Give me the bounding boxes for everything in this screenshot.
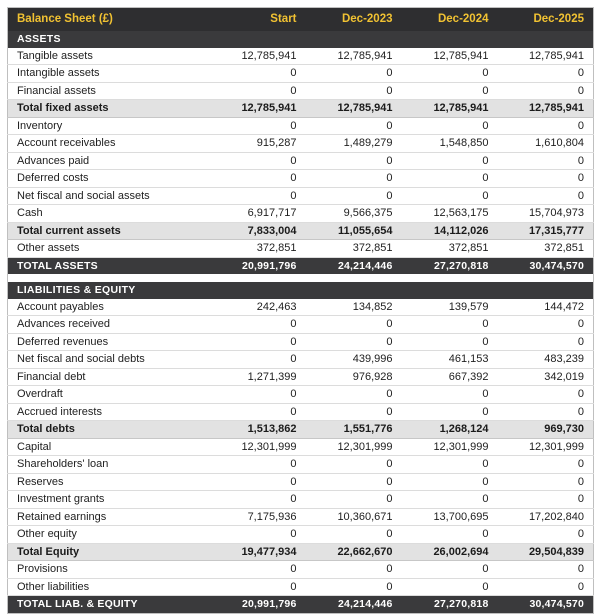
- cell-value: 969,730: [498, 421, 594, 439]
- table-row: [8, 135, 594, 153]
- cell-value: 0: [306, 65, 402, 83]
- cell-value: 139,579: [402, 299, 498, 316]
- cell-value: 0: [498, 386, 594, 404]
- row-label: Total current assets: [8, 222, 210, 240]
- row-label: Net fiscal and social debts: [8, 351, 210, 369]
- table-row: [8, 316, 594, 334]
- cell-value: 0: [210, 117, 306, 135]
- table-row: [8, 403, 594, 421]
- table-row: [8, 473, 594, 491]
- table-row: [8, 578, 594, 596]
- cell-value: 12,301,999: [306, 438, 402, 456]
- row-label: Inventory: [8, 117, 210, 135]
- cell-value: 0: [402, 403, 498, 421]
- row-label: Advances received: [8, 316, 210, 334]
- cell-value: 0: [210, 170, 306, 188]
- table-row: [8, 299, 594, 316]
- cell-value: 12,301,999: [498, 438, 594, 456]
- cell-value: 0: [402, 117, 498, 135]
- row-label: Total fixed assets: [8, 100, 210, 118]
- cell-value: 0: [498, 187, 594, 205]
- cell-value: 0: [306, 316, 402, 334]
- cell-value: 0: [306, 117, 402, 135]
- cell-value: 342,019: [498, 368, 594, 386]
- cell-value: 0: [402, 333, 498, 351]
- cell-value: 0: [210, 82, 306, 100]
- cell-value: 30,474,570: [498, 257, 594, 274]
- table-row: [8, 48, 594, 65]
- table-row: [8, 82, 594, 100]
- row-label: Account payables: [8, 299, 210, 316]
- cell-value: 0: [498, 473, 594, 491]
- cell-value: 19,477,934: [210, 543, 306, 561]
- cell-value: 242,463: [210, 299, 306, 316]
- cell-value: 0: [306, 491, 402, 509]
- row-label: TOTAL ASSETS: [8, 257, 210, 274]
- row-label: Reserves: [8, 473, 210, 491]
- cell-value: 976,928: [306, 368, 402, 386]
- cell-value: 0: [498, 170, 594, 188]
- cell-value: 1,268,124: [402, 421, 498, 439]
- table-body: [8, 31, 594, 613]
- cell-value: 0: [210, 351, 306, 369]
- cell-value: 0: [306, 473, 402, 491]
- cell-value: 15,704,973: [498, 205, 594, 223]
- cell-value: 0: [498, 403, 594, 421]
- row-label: Financial assets: [8, 82, 210, 100]
- cell-value: 12,785,941: [498, 48, 594, 65]
- cell-value: 24,214,446: [306, 257, 402, 274]
- cell-value: 372,851: [498, 240, 594, 258]
- cell-value: 12,785,941: [210, 48, 306, 65]
- row-label: Retained earnings: [8, 508, 210, 526]
- row-label: Accrued interests: [8, 403, 210, 421]
- column-header-dec-2023: Dec-2023: [341, 13, 393, 25]
- cell-value: 0: [210, 333, 306, 351]
- row-label: Other assets: [8, 240, 210, 258]
- cell-value: 0: [402, 561, 498, 579]
- cell-value: 483,239: [498, 351, 594, 369]
- cell-value: 0: [306, 456, 402, 474]
- subtotal-row: [8, 100, 594, 118]
- cell-value: 372,851: [306, 240, 402, 258]
- table-row: [8, 117, 594, 135]
- table-row: [8, 561, 594, 579]
- cell-value: 461,153: [402, 351, 498, 369]
- cell-value: 0: [210, 187, 306, 205]
- row-label: TOTAL LIAB. & EQUITY: [8, 596, 210, 614]
- cell-value: 12,301,999: [402, 438, 498, 456]
- cell-value: 0: [210, 473, 306, 491]
- cell-value: 1,551,776: [306, 421, 402, 439]
- cell-value: 0: [306, 82, 402, 100]
- table-row: [8, 351, 594, 369]
- spacer-cell: [8, 274, 594, 282]
- cell-value: 22,662,670: [306, 543, 402, 561]
- table-row: [8, 333, 594, 351]
- cell-value: 0: [306, 187, 402, 205]
- cell-value: 0: [210, 386, 306, 404]
- cell-value: 134,852: [306, 299, 402, 316]
- cell-value: 0: [306, 561, 402, 579]
- table-row: [8, 508, 594, 526]
- row-label: Total Equity: [8, 543, 210, 561]
- table-row: [8, 240, 594, 258]
- table-row: [8, 170, 594, 188]
- cell-value: 372,851: [402, 240, 498, 258]
- cell-value: 0: [306, 578, 402, 596]
- cell-value: 372,851: [210, 240, 306, 258]
- cell-value: 0: [402, 386, 498, 404]
- cell-value: 20,991,796: [210, 596, 306, 614]
- table-row: [8, 65, 594, 83]
- cell-value: 0: [306, 333, 402, 351]
- cell-value: 14,112,026: [402, 222, 498, 240]
- cell-value: 0: [306, 403, 402, 421]
- cell-value: 7,175,936: [210, 508, 306, 526]
- cell-value: 0: [402, 473, 498, 491]
- cell-value: 0: [210, 65, 306, 83]
- cell-value: 12,785,941: [402, 48, 498, 65]
- cell-value: 6,917,717: [210, 205, 306, 223]
- balance-sheet-table: [7, 7, 594, 614]
- cell-value: 0: [402, 152, 498, 170]
- section-header-row: [8, 282, 594, 299]
- cell-value: 0: [402, 526, 498, 544]
- cell-value: 0: [498, 117, 594, 135]
- cell-value: 0: [306, 170, 402, 188]
- cell-value: 0: [210, 316, 306, 334]
- cell-value: 0: [402, 65, 498, 83]
- cell-value: 0: [210, 561, 306, 579]
- cell-value: 144,472: [498, 299, 594, 316]
- table-row: [8, 456, 594, 474]
- table-row: [8, 526, 594, 544]
- column-header-dec-2025: Dec-2025: [533, 13, 584, 25]
- cell-value: 9,566,375: [306, 205, 402, 223]
- cell-value: 667,392: [402, 368, 498, 386]
- cell-value: 0: [498, 526, 594, 544]
- table-row: [8, 491, 594, 509]
- cell-value: 0: [498, 82, 594, 100]
- cell-value: 0: [210, 578, 306, 596]
- cell-value: 12,301,999: [210, 438, 306, 456]
- cell-value: 0: [498, 491, 594, 509]
- row-label: Capital: [8, 438, 210, 456]
- cell-value: 0: [306, 386, 402, 404]
- table-title: Balance Sheet (£): [17, 13, 113, 25]
- header-row: [8, 8, 594, 32]
- cell-value: 11,055,654: [306, 222, 402, 240]
- cell-value: 27,270,818: [402, 596, 498, 614]
- cell-value: 0: [498, 316, 594, 334]
- cell-value: 1,489,279: [306, 135, 402, 153]
- cell-value: 0: [498, 561, 594, 579]
- cell-value: 12,785,941: [210, 100, 306, 118]
- cell-value: 0: [306, 152, 402, 170]
- cell-value: 20,991,796: [210, 257, 306, 274]
- cell-value: 0: [498, 333, 594, 351]
- cell-value: 439,996: [306, 351, 402, 369]
- row-label: Net fiscal and social assets: [8, 187, 210, 205]
- cell-value: 0: [210, 152, 306, 170]
- row-label: Tangible assets: [8, 48, 210, 65]
- section-header-label: LIABILITIES & EQUITY: [8, 282, 594, 299]
- cell-value: 0: [498, 152, 594, 170]
- cell-value: 0: [306, 526, 402, 544]
- cell-value: 1,610,804: [498, 135, 594, 153]
- cell-value: 12,785,941: [402, 100, 498, 118]
- cell-value: 30,474,570: [498, 596, 594, 614]
- cell-value: 0: [402, 316, 498, 334]
- row-label: Provisions: [8, 561, 210, 579]
- row-label: Deferred revenues: [8, 333, 210, 351]
- row-label: Shareholders' loan: [8, 456, 210, 474]
- column-header-start: Start: [270, 13, 297, 25]
- cell-value: 0: [402, 82, 498, 100]
- cell-value: 27,270,818: [402, 257, 498, 274]
- row-label: Cash: [8, 205, 210, 223]
- subtotal-row: [8, 543, 594, 561]
- cell-value: 0: [402, 491, 498, 509]
- cell-value: 29,504,839: [498, 543, 594, 561]
- table-row: [8, 187, 594, 205]
- grand-total-row: [8, 257, 594, 274]
- table-row: [8, 205, 594, 223]
- cell-value: 915,287: [210, 135, 306, 153]
- cell-value: 0: [498, 456, 594, 474]
- cell-value: 0: [498, 578, 594, 596]
- grand-total-row: [8, 596, 594, 614]
- cell-value: 17,315,777: [498, 222, 594, 240]
- table-row: [8, 386, 594, 404]
- subtotal-row: [8, 421, 594, 439]
- cell-value: 0: [402, 578, 498, 596]
- cell-value: 0: [210, 456, 306, 474]
- cell-value: 12,785,941: [498, 100, 594, 118]
- cell-value: 1,271,399: [210, 368, 306, 386]
- cell-value: 12,785,941: [306, 48, 402, 65]
- row-label: Other equity: [8, 526, 210, 544]
- cell-value: 0: [402, 456, 498, 474]
- cell-value: 7,833,004: [210, 222, 306, 240]
- cell-value: 0: [498, 65, 594, 83]
- column-header-dec-2024: Dec-2024: [437, 13, 489, 25]
- row-label: Account receivables: [8, 135, 210, 153]
- row-label: Total debts: [8, 421, 210, 439]
- cell-value: 0: [210, 526, 306, 544]
- cell-value: 13,700,695: [402, 508, 498, 526]
- cell-value: 10,360,671: [306, 508, 402, 526]
- cell-value: 0: [210, 491, 306, 509]
- row-label: Financial debt: [8, 368, 210, 386]
- table-row: [8, 438, 594, 456]
- cell-value: 12,563,175: [402, 205, 498, 223]
- table-row: [8, 152, 594, 170]
- cell-value: 1,513,862: [210, 421, 306, 439]
- cell-value: 0: [402, 170, 498, 188]
- row-label: Advances paid: [8, 152, 210, 170]
- cell-value: 0: [210, 403, 306, 421]
- cell-value: 1,548,850: [402, 135, 498, 153]
- row-label: Investment grants: [8, 491, 210, 509]
- section-header-label: ASSETS: [8, 31, 594, 48]
- cell-value: 17,202,840: [498, 508, 594, 526]
- section-header-row: [8, 31, 594, 48]
- cell-value: 12,785,941: [306, 100, 402, 118]
- row-label: Other liabilities: [8, 578, 210, 596]
- cell-value: 24,214,446: [306, 596, 402, 614]
- spacer-row: [8, 274, 594, 282]
- cell-value: 26,002,694: [402, 543, 498, 561]
- row-label: Deferred costs: [8, 170, 210, 188]
- table-row: [8, 368, 594, 386]
- row-label: Overdraft: [8, 386, 210, 404]
- row-label: Intangible assets: [8, 65, 210, 83]
- cell-value: 0: [402, 187, 498, 205]
- subtotal-row: [8, 222, 594, 240]
